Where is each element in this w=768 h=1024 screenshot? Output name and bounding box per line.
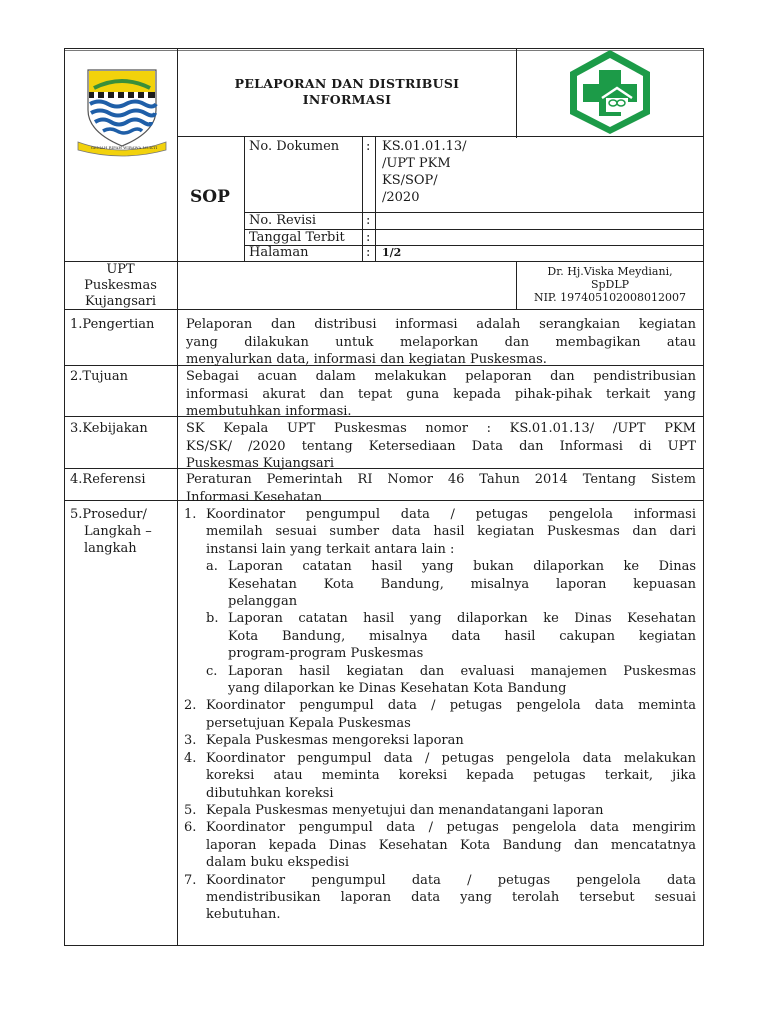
puskesmas-logo xyxy=(565,48,655,136)
field-no-dokumen-colon: : xyxy=(366,139,371,154)
procedure-list xyxy=(184,506,696,924)
section-label-prosedur: 5.Prosedur/ Langkah – langkah xyxy=(70,507,152,556)
signatory-title: SpDLP xyxy=(590,278,630,291)
list-item: a. Laporan catatan hasil yang bukan dilaporkan ke Dinas Kesehatan Kota Bandung, misalnya laporan kepuasan pelanggan xyxy=(206,559,696,610)
signatory-name: Dr. Hj.Viska Meydiani, xyxy=(547,265,673,278)
list-item: 7. Koordinator pengumpul data / petugas pengelola data mendistribusikan laporan data yang terolah tersebut sesuai kebutuhan. xyxy=(184,872,696,923)
section-label-pengertian: 1.Pengertian xyxy=(70,317,155,332)
list-item: 5. Kepala Puskesmas menyetujui dan menandatangani laporan xyxy=(184,802,604,818)
field-tanggal-terbit-colon: : xyxy=(366,230,371,245)
list-item: b. Laporan catatan hasil yang dilaporkan ke Dinas Kesehatan Kota Bandung, misalnya data hasil cakupan kegiatan program-program Puskesmas xyxy=(206,611,696,662)
title-line-1: PELAPORAN DAN DISTRIBUSI xyxy=(234,76,460,91)
signatory-block xyxy=(517,265,703,304)
document-title xyxy=(178,76,516,108)
list-item: 4. Koordinator pengumpul data / petugas pengelola data melakukan koreksi atau meminta koreksi kepada petugas terkait, jika dibutuhkan koreksi xyxy=(184,750,696,801)
section-text-kebijakan: SK Kepala UPT Puskesmas nomor : KS.01.01.13/ /UPT PKM KS/SK/ /2020 tentang Ketersediaan Data dan Informasi di UPT Puskesmas Kujangsari xyxy=(186,421,696,471)
list-item: c. Laporan hasil kegiatan dan evaluasi manajemen Puskesmas yang dilaporkan ke Dinas Kesehatan Kota Bandung xyxy=(206,663,696,697)
field-no-revisi-colon: : xyxy=(366,213,371,228)
field-halaman-label: Halaman xyxy=(249,245,309,260)
section-label-tujuan: 2.Tujuan xyxy=(70,369,128,384)
field-no-dokumen-value: KS.01.01.13/ /UPT PKM KS/SOP/ /2020 xyxy=(382,139,467,205)
section-text-tujuan: Sebagai acuan dalam melakukan pelaporan dan pendistribusian informasi akurat dan tepat guna kepada pihak-pihak terkait yang membutuhkan informasi. xyxy=(186,369,696,419)
field-tanggal-terbit-label: Tanggal Terbit xyxy=(249,230,345,245)
field-no-revisi-label: No. Revisi xyxy=(249,213,317,228)
list-item: 3. Kepala Puskesmas mengoreksi laporan xyxy=(184,733,464,749)
list-item: 1. Koordinator pengumpul data / petugas pengelola informasi memilah sesuai sumber data hasil kegiatan Puskesmas dan dari instansi lain yang terkait antara lain : xyxy=(184,507,696,557)
field-halaman-value: 1/2 xyxy=(382,246,402,259)
field-halaman-colon: : xyxy=(366,245,371,260)
section-label-referensi: 4.Referensi xyxy=(70,472,146,487)
emblem-banner-text: GEMAH RIPAH WIBAWA MUKTI xyxy=(90,145,158,150)
section-text-pengertian: Pelaporan dan distribusi informasi adalah serangkaian kegiatan yang dilakukan untuk melaporkan dan membagikan atau menyalurkan data, informasi dan kegiatan Puskesmas. xyxy=(186,317,696,367)
section-label-kebijakan: 3.Kebijakan xyxy=(70,421,148,436)
list-item: 6. Koordinator pengumpul data / petugas pengelola data mengirim laporan kepada Dinas Kesehatan Kota Bandung dan mencatatnya dalam buku ekspedisi xyxy=(184,820,696,871)
field-no-dokumen-label: No. Dokumen xyxy=(249,139,340,154)
unit-name: UPT Puskesmas Kujangsari xyxy=(84,262,157,309)
list-item: 2. Koordinator pengumpul data / petugas pengelola data meminta persetujuan Kepala Puskesmas xyxy=(184,698,696,731)
title-line-2: INFORMASI xyxy=(302,92,392,107)
signatory-nip: NIP. 197405102008012007 xyxy=(533,291,687,304)
sop-label: SOP xyxy=(190,187,230,207)
section-text-referensi: Peraturan Pemerintah RI Nomor 46 Tahun 2014 Tentang Sistem Informasi Kesehatan xyxy=(186,472,696,505)
